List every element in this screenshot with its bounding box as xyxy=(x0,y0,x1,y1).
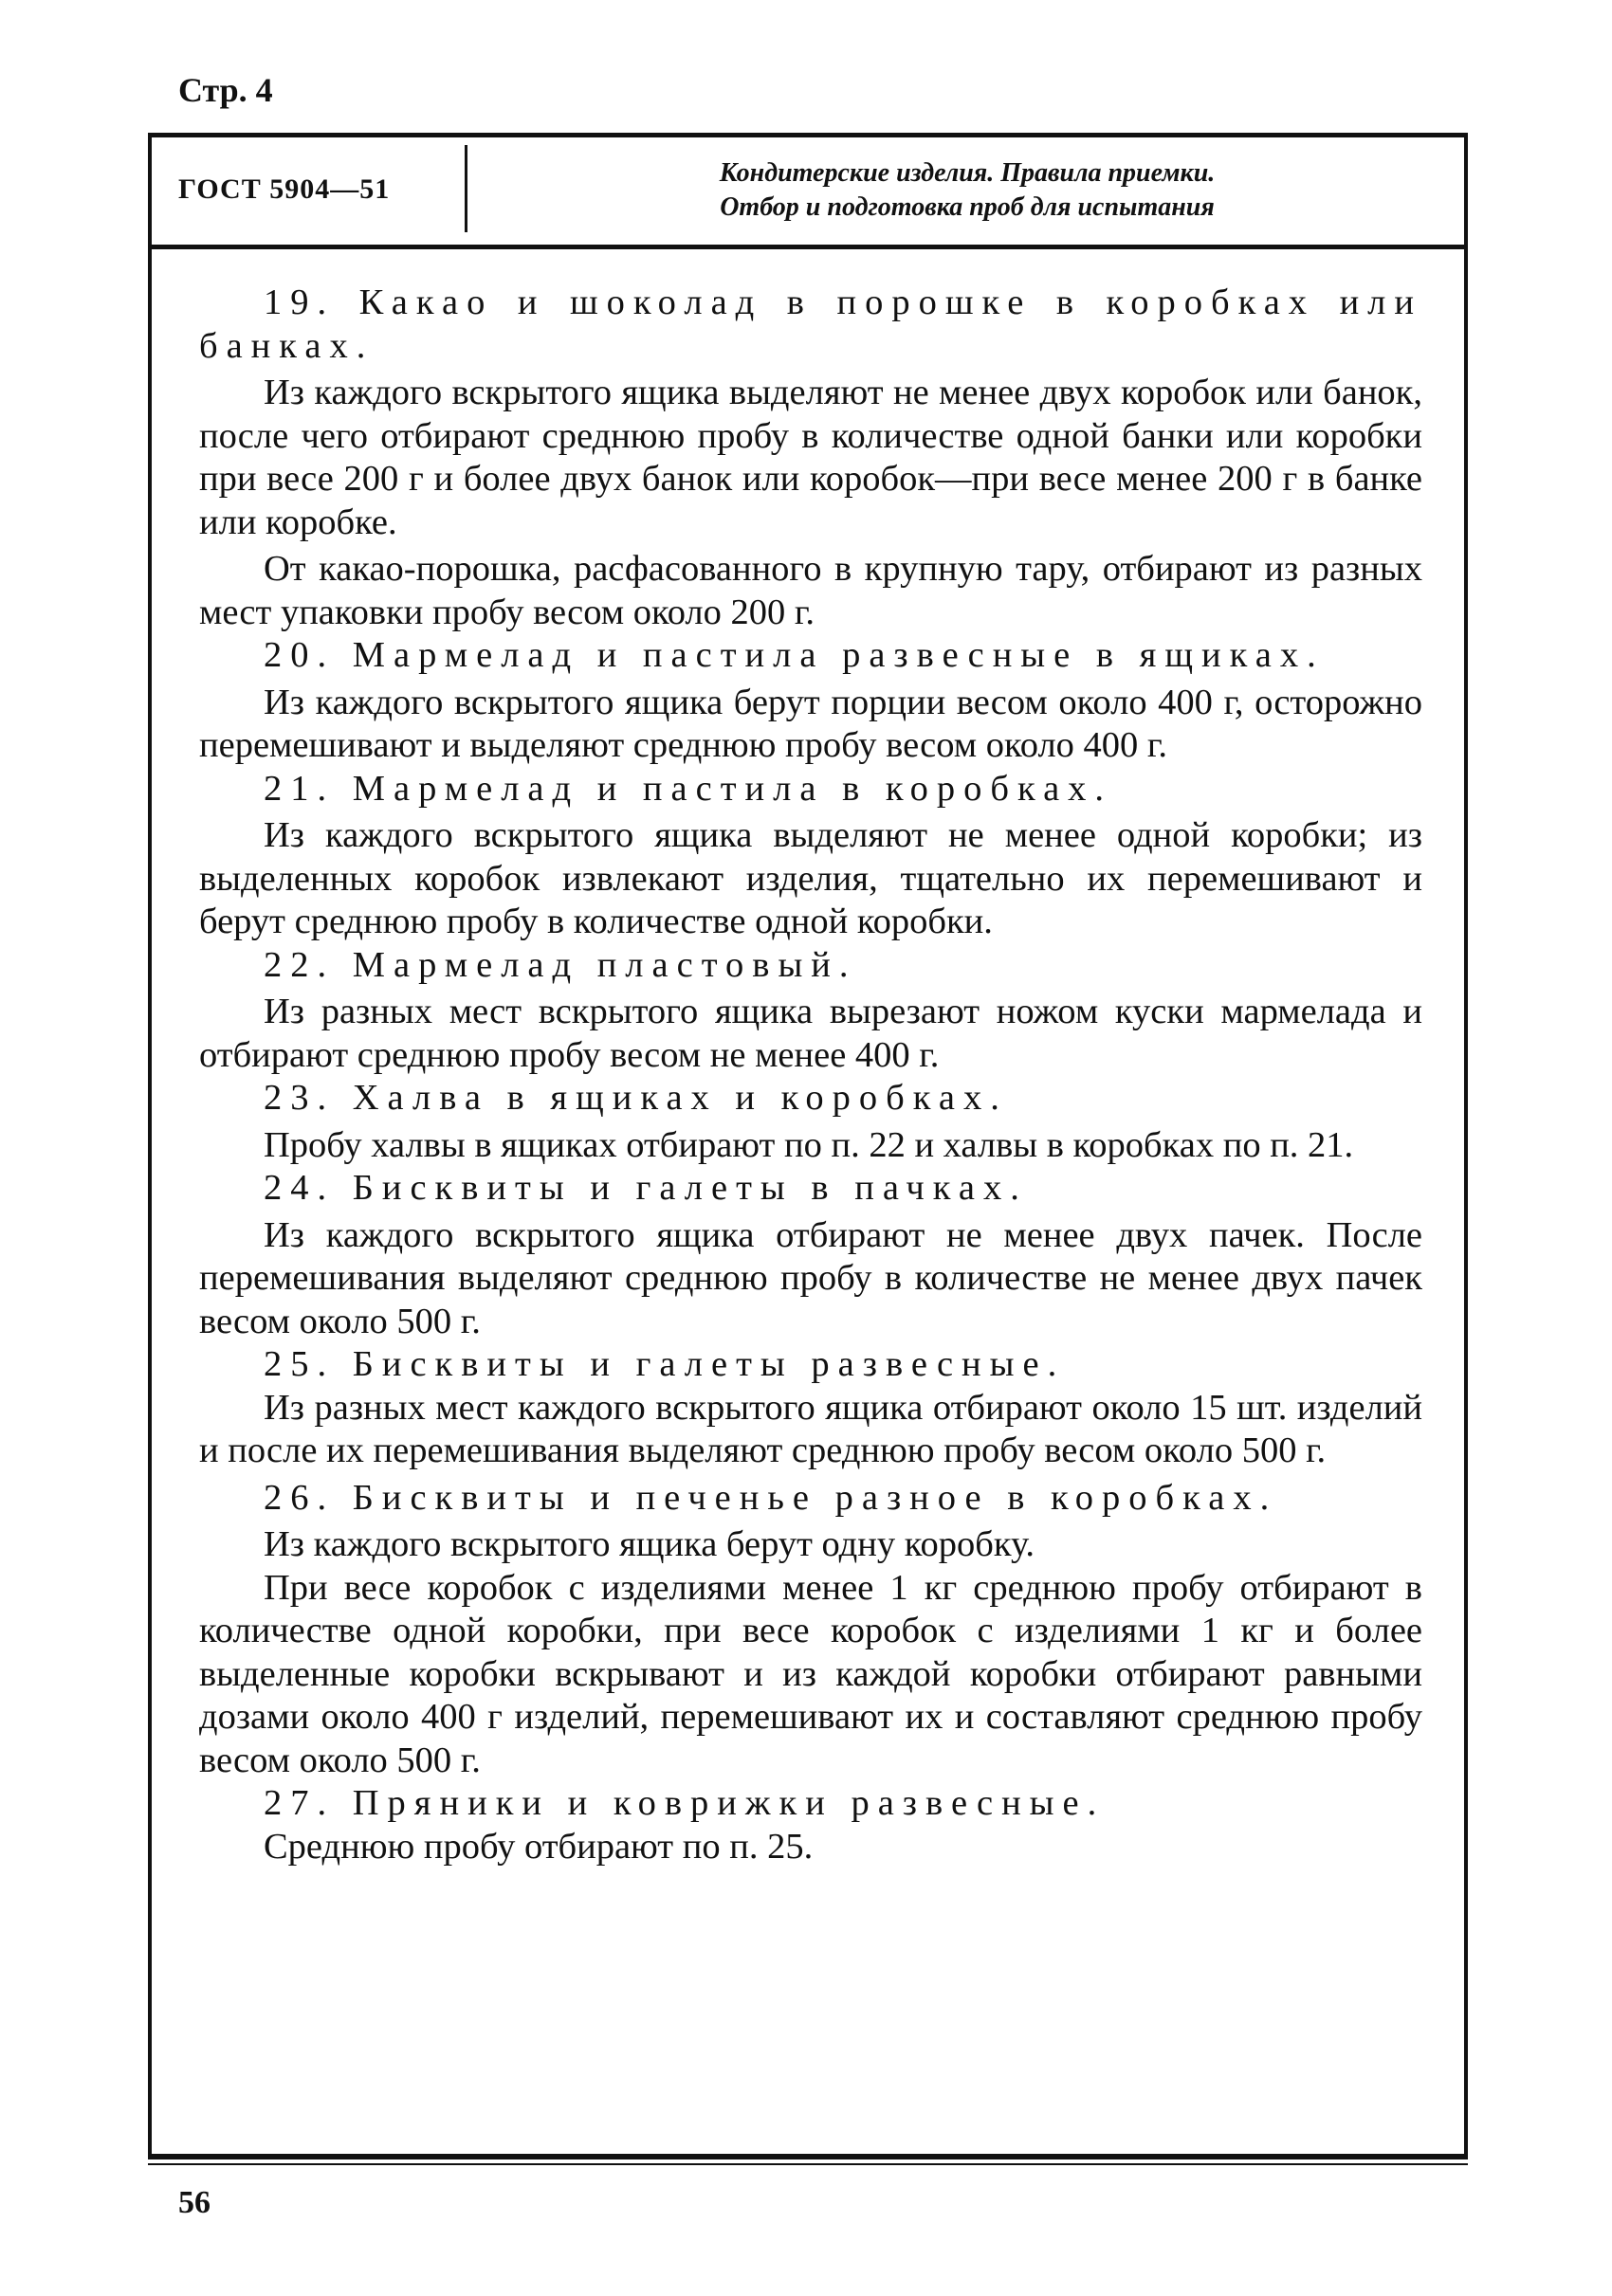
header-divider xyxy=(465,145,467,232)
document-body xyxy=(199,282,1422,1868)
document-header xyxy=(152,137,1464,249)
title-line-1: Кондитерские изделия. Правила приемки. xyxy=(719,158,1216,188)
page-label: Стр. 4 xyxy=(178,71,273,109)
paragraph: Из разных мест каждого вскрытого ящика отбирают около 15 шт. изделий и после их перемешивания выделяют среднюю пробу весом около 500 г. xyxy=(199,1387,1422,1470)
paragraph: Из каждого вскрытого ящика берут одну коробку. xyxy=(264,1524,1035,1564)
paragraph: Пробу халвы в ящиках отбирают по п. 22 и халвы в коробках по п. 21. xyxy=(264,1124,1354,1165)
section-heading: 25. Бисквиты и галеты развесные. xyxy=(264,1344,1066,1384)
paragraph: Из каждого вскрытого ящика отбирают не менее двух пачек. После перемешивания выделяют среднюю пробу в количестве не менее двух пачек весом около 500 г. xyxy=(199,1214,1422,1341)
paragraph: Из каждого вскрытого ящика выделяют не менее двух коробок или банок, после чего отбирают среднюю пробу в количестве одной банки или коробки при весе 200 г и более двух банок или коробок—при весе менее 200 г в банке или коробке. xyxy=(199,373,1422,542)
document-title xyxy=(484,156,1451,225)
paragraph: Среднюю пробу отбирают по п. 25. xyxy=(264,1826,814,1867)
section-heading: 26. Бисквиты и печенье разное в коробках. xyxy=(264,1477,1278,1518)
page-frame xyxy=(148,133,1468,2154)
paragraph: Из разных мест вскрытого ящика вырезают ножом куски мармелада и отбирают среднюю пробу весом не менее 400 г. xyxy=(199,992,1422,1075)
paragraph: При весе коробок с изделиями менее 1 кг среднюю пробу отбирают в количестве одной коробки, при весе коробок с изделиями 1 кг и более выделенные коробки вскрывают и из каждой коробки отбирают равными дозами около 400 г изделий, перемешивают их и составляют среднюю пробу весом около 500 г. xyxy=(199,1567,1422,1780)
section-heading: 21. Мармелад и пастила в коробках. xyxy=(264,768,1113,809)
paragraph: Из каждого вскрытого ящика берут порции весом около 400 г, осторожно перемешивают и выделяют среднюю пробу весом около 400 г. xyxy=(199,682,1422,765)
page-number: 56 xyxy=(178,2185,211,2220)
section-heading: 19. Какао и шоколад в порошке в коробках или банках. xyxy=(199,282,1422,366)
footer-rule-thin xyxy=(148,2163,1468,2165)
footer-rule xyxy=(148,2154,1468,2159)
section-heading: 24. Бисквиты и галеты в пачках. xyxy=(264,1168,1028,1208)
section-heading: 27. Пряники и коврижки развесные. xyxy=(264,1783,1106,1823)
title-line-2: Отбор и подготовка проб для испытания xyxy=(720,192,1215,222)
paragraph: От какао-порошка, расфасованного в крупную тару, отбирают из разных мест упаковки пробу весом около 200 г. xyxy=(199,549,1422,632)
paragraph: Из каждого вскрытого ящика выделяют не менее одной коробки; из выделенных коробок извлекают изделия, тщательно их перемешивают и берут среднюю пробу в количестве одной коробки. xyxy=(199,815,1422,941)
standard-code: ГОСТ 5904—51 xyxy=(178,173,391,205)
section-heading: 22. Мармелад пластовый. xyxy=(264,944,857,985)
section-heading: 20. Мармелад и пастила развесные в ящиках. xyxy=(264,635,1325,675)
section-heading: 23. Халва в ящиках и коробках. xyxy=(264,1078,1008,1118)
